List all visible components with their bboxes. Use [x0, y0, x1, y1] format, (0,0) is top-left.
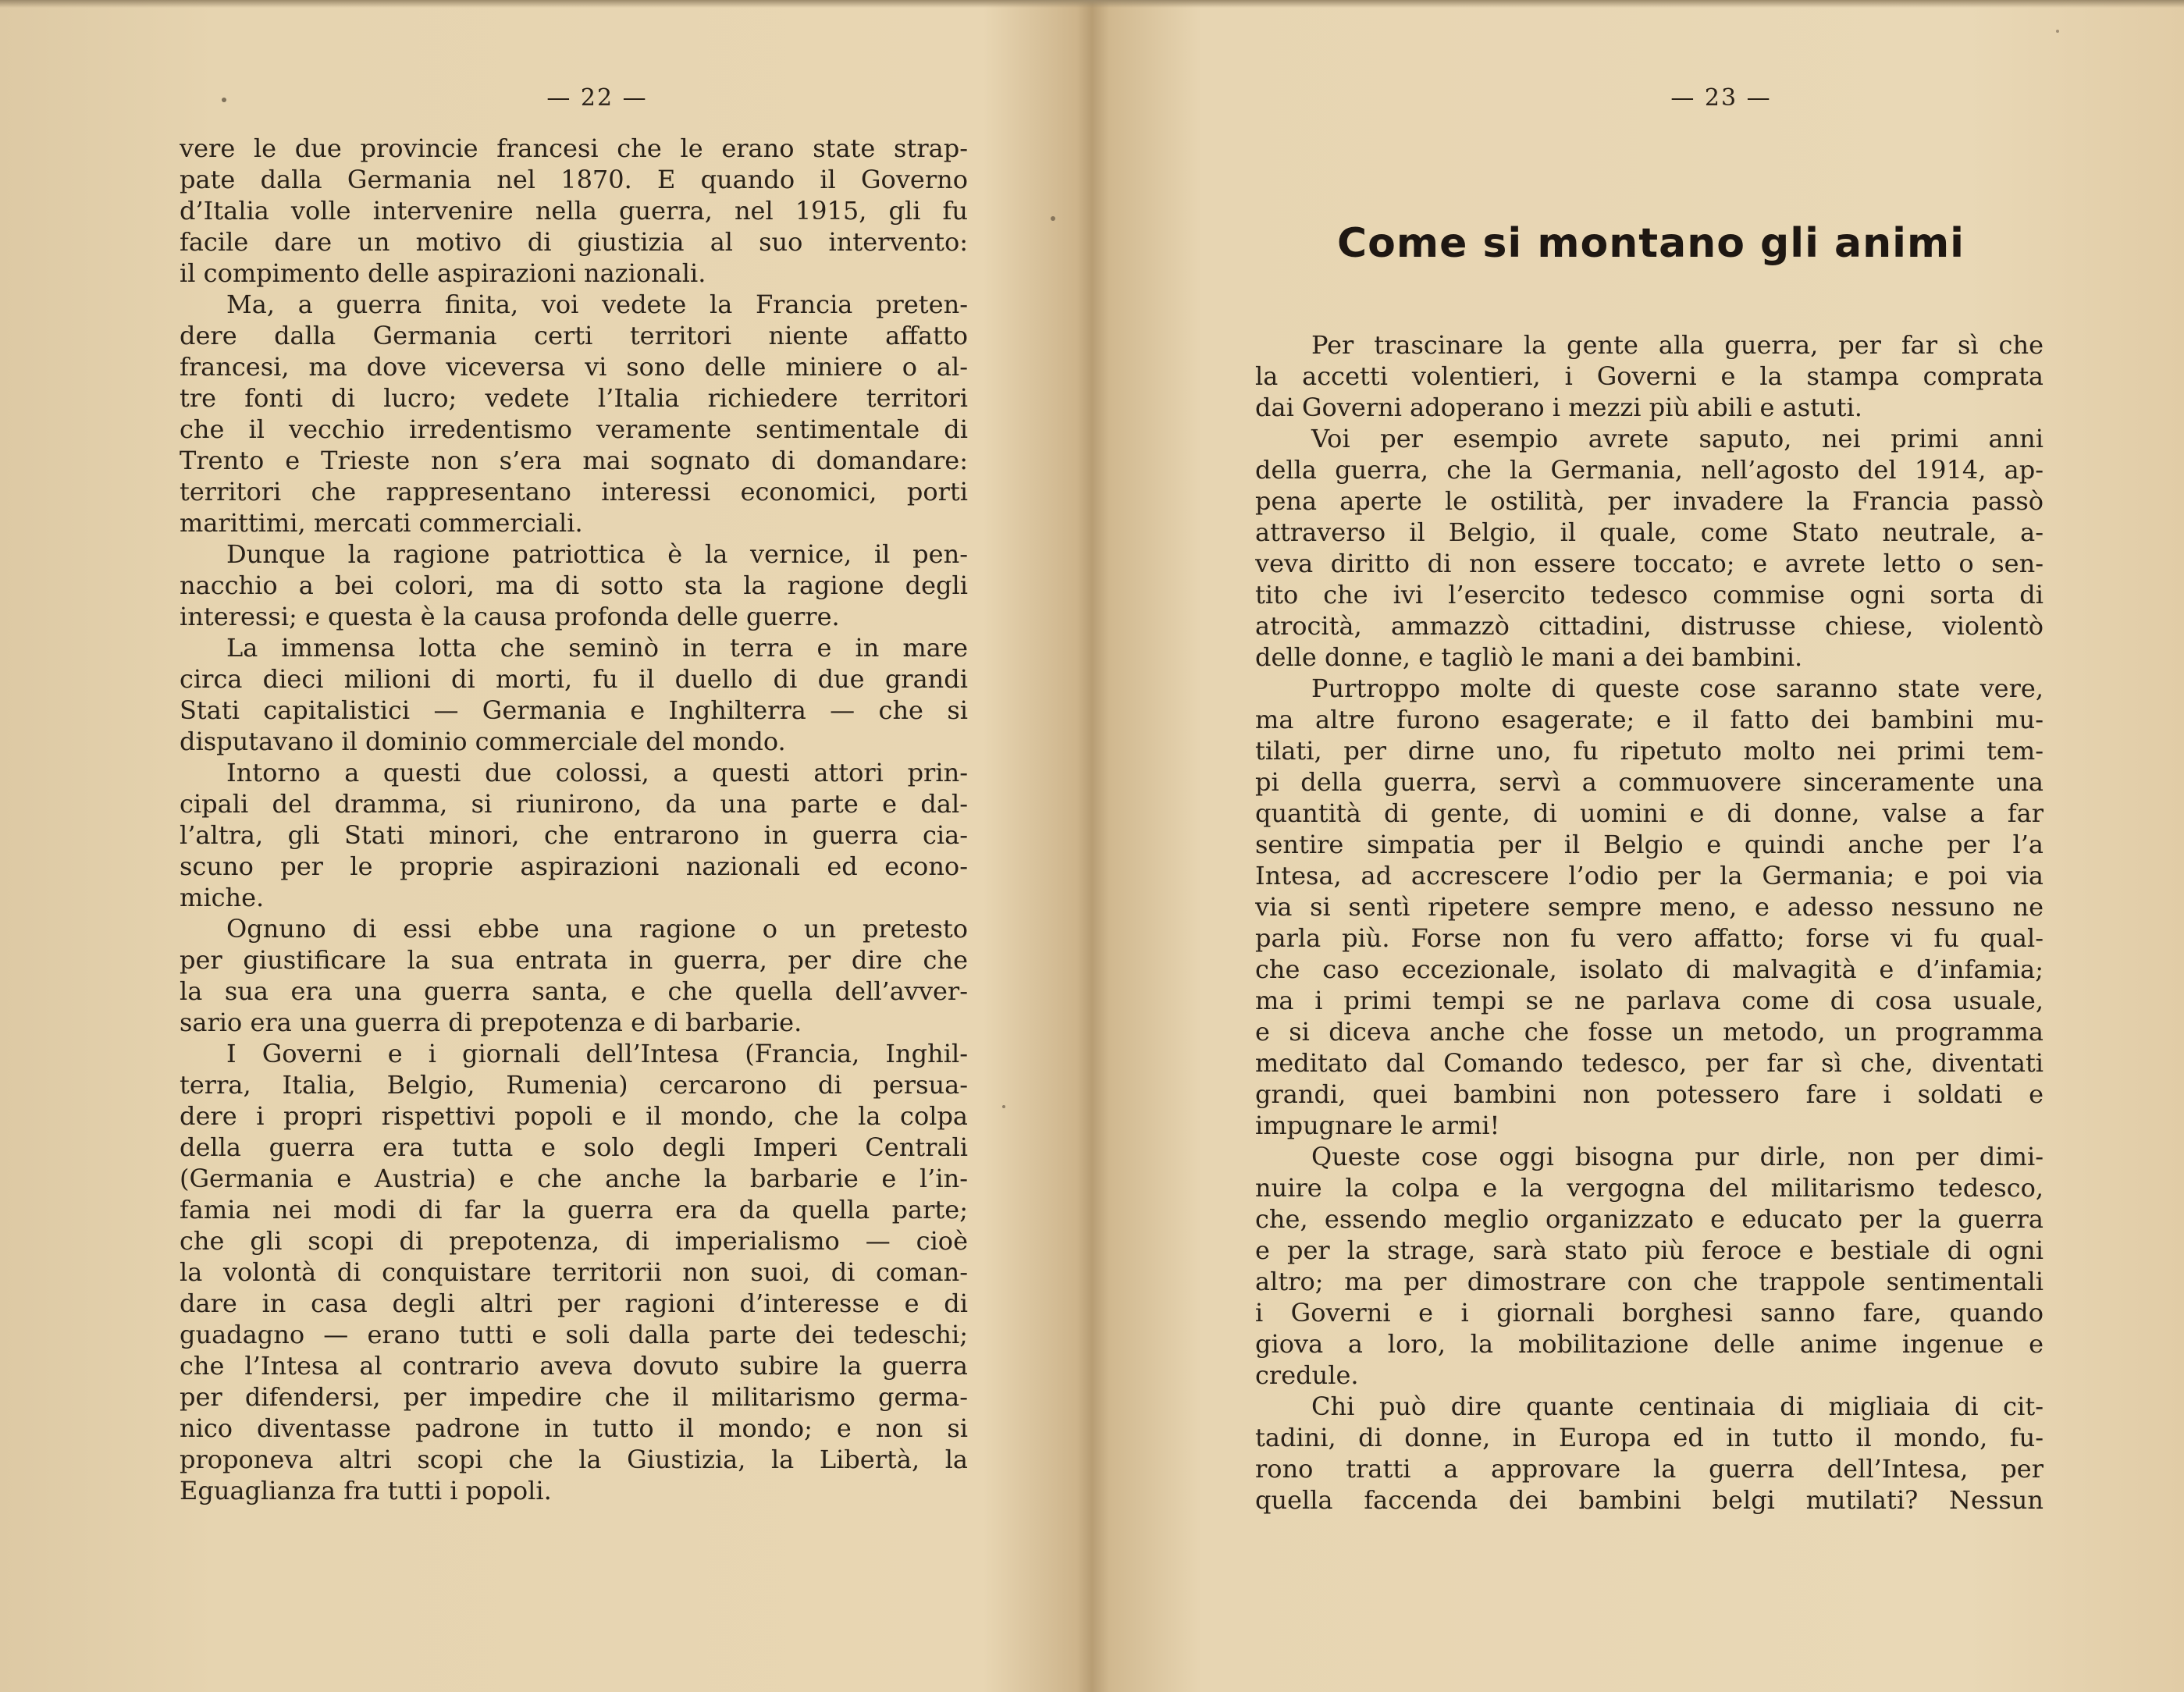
- text-line: rono tratti a approvare la guerra dell’Intesa, per: [1255, 1454, 2043, 1484]
- text-line: dere dalla Germania certi territori niente affatto: [180, 321, 968, 350]
- text-line: i Governi e i giornali borghesi sanno fare, quando: [1255, 1298, 2043, 1328]
- chapter-heading: Come si montano gli animi: [1337, 220, 1965, 267]
- right-page-text: [1255, 329, 2043, 1516]
- text-line: Eguaglianza fra tutti i popoli.: [180, 1476, 552, 1505]
- text-line: che, essendo meglio organizzato e educato per la guerra: [1255, 1204, 2043, 1234]
- text-line: Voi per esempio avrete saputo, nei primi anni: [1311, 424, 2043, 453]
- text-line: della guerra era tutta e solo degli Imperi Centrali: [180, 1132, 968, 1162]
- text-line: dai Governi adoperano i mezzi più abili e astuti.: [1255, 393, 1862, 422]
- text-line: nuire la colpa e la vergogna del militarismo tedesco,: [1255, 1173, 2043, 1203]
- text-line: tre fonti di lucro; vedete l’Italia richiedere territori: [180, 383, 968, 413]
- text-line: il compimento delle aspirazioni nazionali.: [180, 258, 706, 288]
- text-line: d’Italia volle intervenire nella guerra, nel 1915, gli fu: [180, 196, 968, 226]
- text-line: facile dare un motivo di giustizia al suo intervento:: [180, 227, 968, 257]
- text-line: Chi può dire quante centinaia di migliaia di cit-: [1311, 1392, 2043, 1421]
- left-page: [156, 0, 976, 1692]
- text-line: pi della guerra, servì a commuovere sinceramente una: [1255, 767, 2043, 797]
- text-line: Dunque la ragione patriottica è la vernice, il pen-: [226, 539, 968, 569]
- text-line: territori che rappresentano interessi economici, porti: [180, 477, 968, 507]
- text-line: Intorno a questi due colossi, a questi attori prin-: [226, 758, 968, 787]
- text-line: attraverso il Belgio, il quale, come Stato neutrale, a-: [1255, 517, 2043, 547]
- text-line: la volontà di conquistare territorii non suoi, di coman-: [180, 1257, 968, 1287]
- text-line: tilati, per dirne uno, fu ripetuto molto nei primi tem-: [1255, 736, 2043, 766]
- right-page: [1241, 0, 2061, 1692]
- text-line: cipali del dramma, si riunirono, da una parte e dal-: [180, 789, 968, 819]
- text-line: (Germania e Austria) e che anche la barbarie e l’in-: [180, 1164, 968, 1193]
- text-line: sentire simpatia per il Belgio e quindi anche per l’a: [1255, 830, 2043, 859]
- text-line: via si sentì ripetere sempre meno, e adesso nessuno ne: [1255, 892, 2043, 922]
- text-line: Per trascinare la gente alla guerra, per far sì che: [1311, 330, 2043, 360]
- text-line: la accetti volentieri, i Governi e la stampa comprata: [1255, 361, 2043, 391]
- text-line: Queste cose oggi bisogna pur dirle, non per dimi-: [1311, 1142, 2043, 1171]
- text-line: circa dieci milioni di morti, fu il duello di due grandi: [180, 664, 968, 694]
- text-line: I Governi e i giornali dell’Intesa (Francia, Inghil-: [226, 1039, 968, 1068]
- text-line: per difendersi, per impedire che il militarismo germa-: [180, 1382, 968, 1412]
- page-number-right: — 23 —: [1670, 84, 1772, 112]
- text-line: che il vecchio irredentismo veramente sentimentale di: [180, 414, 968, 444]
- left-page-text: [180, 133, 968, 1506]
- text-line: interessi; e questa è la causa profonda delle guerre.: [180, 602, 840, 631]
- text-line: l’altra, gli Stati minori, che entrarono in guerra cia-: [180, 820, 968, 850]
- text-line: vere le due provincie francesi che le erano state strap-: [180, 133, 968, 163]
- page-number-left: — 22 —: [546, 84, 648, 112]
- text-line: e si diceva anche che fosse un metodo, un programma: [1255, 1017, 2043, 1047]
- text-line: quella faccenda dei bambini belgi mutilati? Nessun: [1255, 1485, 2043, 1515]
- text-line: pate dalla Germania nel 1870. E quando il Governo: [180, 165, 968, 194]
- text-line: miche.: [180, 883, 265, 912]
- text-line: delle donne, e tagliò le mani a dei bambini.: [1255, 642, 1803, 672]
- text-line: nico diventasse padrone in tutto il mondo; e non si: [180, 1413, 968, 1443]
- text-line: marittimi, mercati commerciali.: [180, 508, 583, 538]
- text-line: Trento e Trieste non s’era mai sognato di domandare:: [180, 446, 968, 475]
- text-line: che l’Intesa al contrario aveva dovuto subire la guerra: [180, 1351, 968, 1381]
- text-line: tito che ivi l’esercito tedesco commise ogni sorta di: [1255, 580, 2043, 610]
- text-line: famia nei modi di far la guerra era da quella parte;: [180, 1195, 968, 1225]
- text-line: parla più. Forse non fu vero affatto; forse vi fu qual-: [1255, 923, 2043, 953]
- text-line: credule.: [1255, 1360, 1359, 1390]
- text-line: grandi, quei bambini non potessero fare i soldati e: [1255, 1079, 2043, 1109]
- text-line: Ma, a guerra finita, voi vedete la Francia preten-: [226, 290, 968, 319]
- text-line: impugnare le armi!: [1255, 1111, 1500, 1140]
- text-line: francesi, ma dove viceversa vi sono delle miniere o al-: [180, 352, 968, 382]
- text-line: atrocità, ammazzò cittadini, distrusse chiese, violentò: [1255, 611, 2043, 641]
- text-line: quantità di gente, di uomini e di donne, valse a far: [1255, 798, 2043, 828]
- text-line: veva diritto di non essere toccato; e avrete letto o sen-: [1255, 549, 2043, 578]
- text-line: guadagno — erano tutti e soli dalla parte dei tedeschi;: [180, 1320, 968, 1349]
- text-line: disputavano il dominio commerciale del mondo.: [180, 727, 786, 756]
- text-line: per giustificare la sua entrata in guerra, per dire che: [180, 945, 968, 975]
- text-line: la sua era una guerra santa, e che quella dell’avver-: [180, 976, 968, 1006]
- text-line: terra, Italia, Belgio, Rumenia) cercarono di persua-: [180, 1070, 968, 1100]
- text-line: Ognuno di essi ebbe una ragione o un pretesto: [226, 914, 968, 944]
- text-line: proponeva altri scopi che la Giustizia, la Libertà, la: [180, 1445, 968, 1474]
- text-line: altro; ma per dimostrare con che trappole sentimentali: [1255, 1267, 2043, 1296]
- text-line: ma altre furono esagerate; e il fatto dei bambini mu-: [1255, 705, 2043, 734]
- text-line: dare in casa degli altri per ragioni d’interesse e di: [180, 1289, 968, 1318]
- text-line: pena aperte le ostilità, per invadere la Francia passò: [1255, 486, 2043, 516]
- text-line: e per la strage, sarà stato più feroce e bestiale di ogni: [1255, 1235, 2043, 1265]
- text-line: che gli scopi di prepotenza, di imperialismo — cioè: [180, 1226, 968, 1256]
- text-line: La immensa lotta che seminò in terra e in mare: [226, 633, 968, 663]
- text-line: Stati capitalistici — Germania e Inghilterra — che si: [180, 695, 968, 725]
- text-line: giova a loro, la mobilitazione delle anime ingenue e: [1255, 1329, 2043, 1359]
- text-line: sario era una guerra di prepotenza e di barbarie.: [180, 1008, 802, 1037]
- text-line: dere i propri rispettivi popoli e il mondo, che la colpa: [180, 1101, 968, 1131]
- text-line: tadini, di donne, in Europa ed in tutto il mondo, fu-: [1255, 1423, 2043, 1452]
- text-line: della guerra, che la Germania, nell’agosto del 1914, ap-: [1255, 455, 2043, 485]
- text-line: scuno per le proprie aspirazioni nazionali ed econo-: [180, 851, 968, 881]
- text-line: nacchio a bei colori, ma di sotto sta la ragione degli: [180, 571, 968, 600]
- text-line: ma i primi tempi se ne parlava come di cosa usuale,: [1255, 986, 2043, 1015]
- text-line: Purtroppo molte di queste cose saranno state vere,: [1311, 674, 2043, 703]
- text-line: che caso eccezionale, isolato di malvagità e d’infamia;: [1255, 954, 2043, 984]
- text-line: meditato dal Comando tedesco, per far sì che, diventati: [1255, 1048, 2043, 1078]
- text-line: Intesa, ad accrescere l’odio per la Germania; e poi via: [1255, 861, 2043, 890]
